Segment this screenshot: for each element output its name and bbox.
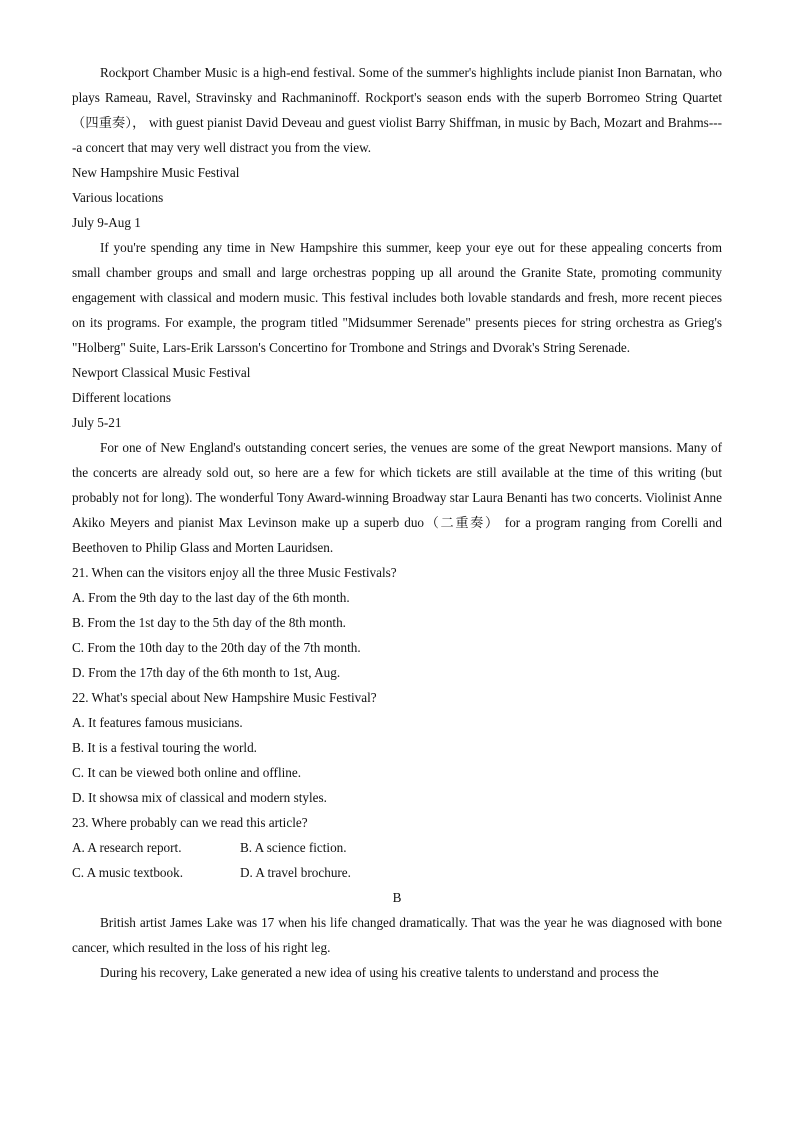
section-paragraph: During his recovery, Lake generated a new idea of using his creative talents to understand and process the — [100, 965, 659, 980]
question-option: D. From the 17th day of the 6th month to 1st, Aug. — [72, 665, 341, 680]
question-option: A. It features famous musicians. — [72, 715, 243, 730]
festival-description: If you're spending any time in New Hampshire this summer, keep your eye out for these appealing concerts from small chamber groups and small and large orchestras popping up all around the Granite State, promoting community engagement with classical and modern music. This festival includes both lovable standards and fresh, more recent pieces on its programs. For example, the program titled "Midsummer Serenade" presents pieces for string orchestra as Grieg's "Holberg" Suite, Lars-Erik Larsson's Concertino for Trombone and Strings and Dvorak's String Serenade. — [72, 240, 722, 355]
question-stem: 22. What's special about New Hampshire Music Festival? — [72, 690, 377, 705]
question-stem: 21. When can the visitors enjoy all the three Music Festivals? — [72, 565, 397, 580]
festival-description: For one of New England's outstanding concert series, the venues are some of the great Newport mansions. Many of the concerts are already sold out, so here are a few for which tickets are still available at the time of this writing (but probably not for long). The wonderful Tony Award-winning Broadway star Laura Benanti has two concerts. Violinist Anne Akiko Meyers and pianist Max Levinson make up a superb duo（二重奏） for a program ranging from Corelli and Beethoven to Philip Glass and Morten Lauridsen. — [72, 440, 722, 555]
question-option: B. A science fiction. — [240, 840, 347, 855]
question-option: B. From the 1st day to the 5th day of the 8th month. — [72, 615, 346, 630]
festival-dates: July 9-Aug 1 — [72, 215, 141, 230]
question-option: C. It can be viewed both online and offline. — [72, 765, 302, 780]
question-option: C. From the 10th day to the 20th day of the 7th month. — [72, 640, 361, 655]
section-paragraph: British artist James Lake was 17 when his life changed dramatically. That was the year he was diagnosed with bone cancer, which resulted in the loss of his right leg. — [72, 915, 722, 955]
question-option: D. It showsa mix of classical and modern styles. — [72, 790, 327, 805]
question-option: C. A music textbook. — [72, 865, 183, 880]
festival-newport — [72, 360, 722, 560]
festival-location: Various locations — [72, 190, 164, 205]
festival-dates: July 5-21 — [72, 415, 122, 430]
question-stem: 23. Where probably can we read this article? — [72, 815, 308, 830]
question-22 — [72, 685, 722, 810]
question-option: B. It is a festival touring the world. — [72, 740, 257, 755]
question-option: A. From the 9th day to the last day of the 6th month. — [72, 590, 350, 605]
festival-new-hampshire — [72, 160, 722, 360]
question-options-row — [72, 835, 722, 860]
document-page — [72, 60, 722, 985]
question-option: A. A research report. — [72, 840, 182, 855]
festival-location: Different locations — [72, 390, 171, 405]
question-23 — [72, 810, 722, 885]
section-label: B — [392, 890, 402, 905]
festival-name: New Hampshire Music Festival — [72, 165, 240, 180]
question-options-row — [72, 860, 722, 885]
question-21 — [72, 560, 722, 685]
section-b — [72, 885, 722, 985]
festival-name: Newport Classical Music Festival — [72, 365, 251, 380]
question-option: D. A travel brochure. — [240, 865, 351, 880]
intro-paragraph: Rockport Chamber Music is a high-end festival. Some of the summer's highlights include pianist Inon Barnatan, who plays Rameau, Ravel, Stravinsky and Rachmaninoff. Rockport's season ends with the superb Borromeo String Quartet（四重奏）， with guest pianist David Deveau and guest violist Barry Shiffman, in music by Bach, Mozart and Brahms----a concert that may very well distract you from the view. — [72, 65, 722, 155]
